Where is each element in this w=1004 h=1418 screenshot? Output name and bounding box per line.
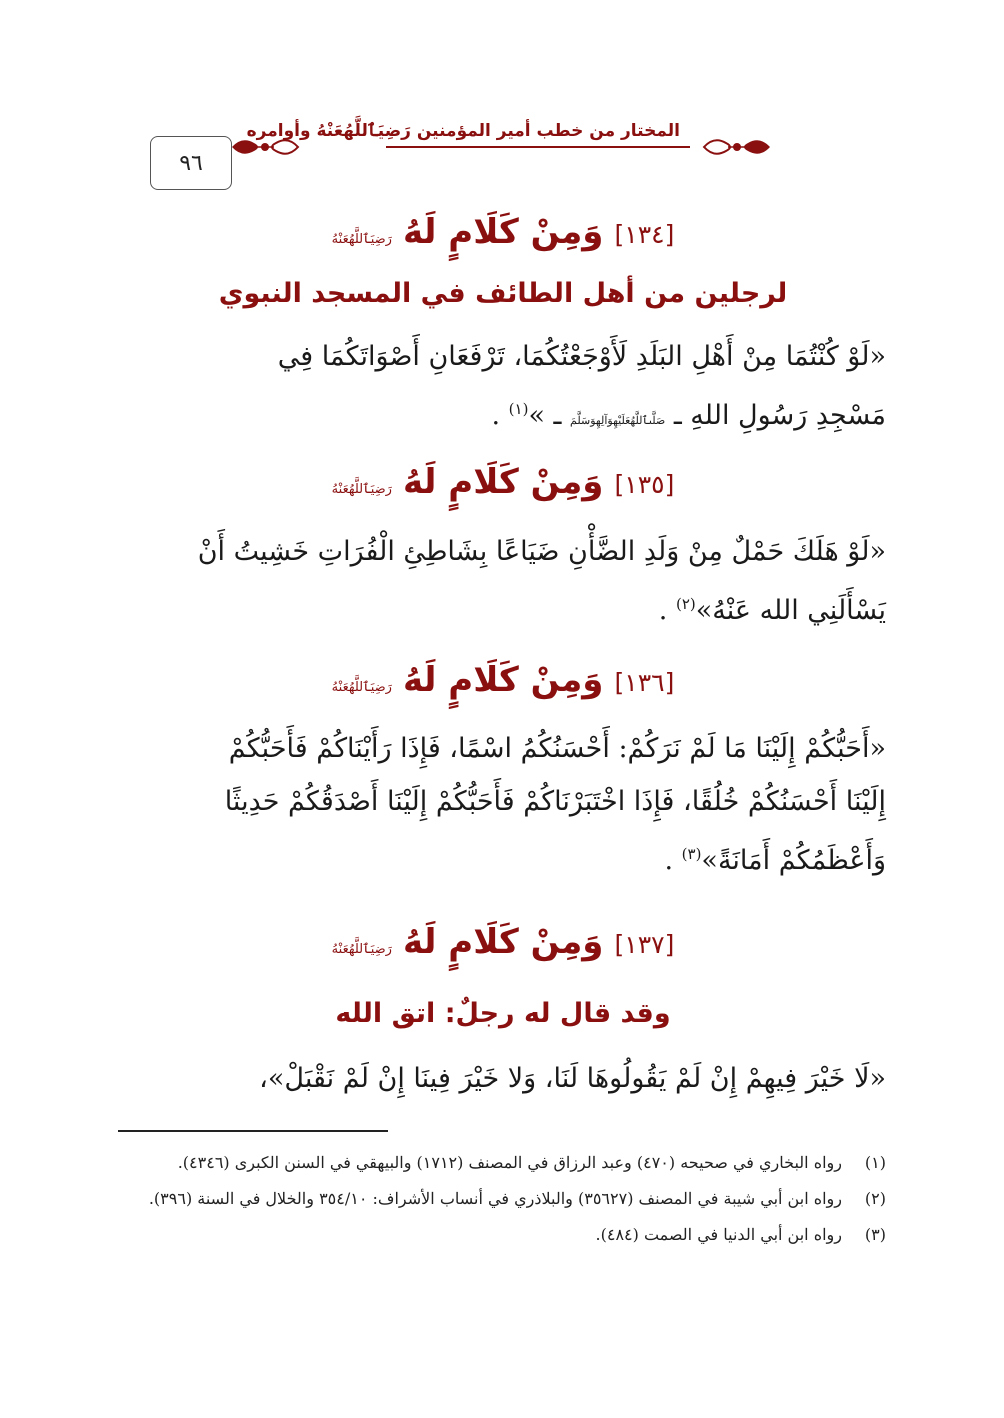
footnote-text: رواه ابن أبي الدنيا في الصمت (٤٨٤). [595, 1225, 842, 1244]
footnote-number: (٣) [864, 1225, 886, 1244]
section-heading [118, 660, 888, 700]
section-number: [١٣٧] [614, 930, 675, 959]
section-heading [118, 212, 888, 252]
footnote-item [116, 1184, 886, 1214]
floral-ornament-icon [702, 132, 772, 162]
salutation: صَلَّىٱللَّهُعَلَيْهِوَآلِهِوَسَلَّمَ [570, 414, 666, 427]
quote-line: «لَوْ كُنْتُمَا مِنْ أَهْلِ البَلَدِ لَأَوْجَعْتُكُمَا، تَرْفَعَانِ أَصْوَاتَكُمَا فِي [277, 341, 886, 372]
full-stop: . [664, 845, 674, 876]
quote-paragraph [116, 330, 886, 447]
section-subtitle: وقد قال له رجلٌ: اتق الله [335, 998, 671, 1029]
full-stop: . [658, 595, 668, 626]
quote-line [116, 383, 886, 447]
quote-text: وَأَعْظَمُكُمْ أَمَانَةً» [701, 845, 886, 876]
footnote-item [116, 1220, 886, 1250]
footnote-separator [118, 1130, 388, 1132]
honorific: رَضِيَٱللَّهُعَنْهُ [331, 680, 392, 695]
section-number: [١٣٥] [614, 470, 675, 499]
honorific: رَضِيَٱللَّهُعَنْهُ [331, 482, 392, 497]
honorific: رَضِيَٱللَّهُعَنْهُ [331, 232, 392, 247]
quote-line [116, 828, 886, 887]
footnote-number: (٢) [864, 1189, 886, 1208]
section-number: [١٣٤] [614, 220, 675, 249]
honorific: رَضِيَٱللَّهُعَنْهُ [331, 942, 392, 957]
footnote-ref[interactable]: (٢) [675, 595, 696, 613]
floral-ornament-icon [230, 132, 300, 162]
quote-line: «لَوْ هَلَكَ حَمْلٌ مِنْ وَلَدِ الضَّأْنِ ضَيَاعًا بِشَاطِئِ الْفُرَاتِ خَشِيتُ أَنْ [197, 536, 886, 567]
full-stop: . [491, 400, 501, 431]
section-number: [١٣٦] [614, 668, 675, 697]
footnote-text: رواه البخاري في صحيحه (٤٧٠) وعبد الرزاق في المصنف (١٧١٢) والبيهقي في السنن الكبرى (٤٣٤٦). [177, 1153, 842, 1172]
quote-text: مَسْجِدِ رَسُولِ اللهِ ـ [673, 400, 886, 431]
running-title: المختار من خطب أمير المؤمنين رَضِيَٱللَّهُعَنْهُ وأوامره [246, 121, 680, 141]
footnote-item [116, 1148, 886, 1178]
footnote-ref[interactable]: (٣) [681, 845, 702, 863]
section-heading [118, 462, 888, 502]
section-title: وَمِنْ كَلَامٍ لَهُ [403, 462, 604, 502]
footnotes [116, 1148, 886, 1256]
section-heading [118, 922, 888, 962]
footnote-text: رواه ابن أبي شيبة في المصنف (٣٥٦٢٧) والبلاذري في أنساب الأشراف: ٣٥٤/١٠ والخلال في السنة (٣٩٦). [148, 1189, 842, 1208]
header-rule [386, 146, 690, 148]
page-number: ٩٦ [150, 136, 232, 190]
quote-paragraph [116, 722, 886, 887]
quote-paragraph [116, 525, 886, 637]
section-title: وَمِنْ كَلَامٍ لَهُ [403, 212, 604, 252]
quote-paragraph [116, 1052, 886, 1105]
section-subtitle: لرجلين من أهل الطائف في المسجد النبوي [218, 278, 788, 309]
quote-line: «أَحَبُّكُمْ إِلَيْنَا مَا لَمْ نَرَكُمْ: أَحْسَنُكُمُ اسْمًا، فَإِذَا رَأَيْنَاكُمْ فَأَحَبُّكُمْ [228, 733, 886, 764]
section-title: وَمِنْ كَلَامٍ لَهُ [403, 660, 604, 700]
quote-line: إِلَيْنَا أَحْسَنُكُمْ خُلُقًا، فَإِذَا اخْتَبَرْنَاكُمْ فَأَحَبُّكُمْ إِلَيْنَا أَصْدَقُكُمْ حَدِيثًا [224, 786, 886, 817]
section-title: وَمِنْ كَلَامٍ لَهُ [403, 922, 604, 962]
quote-line [116, 578, 886, 637]
quote-text: ـ » [528, 400, 562, 431]
quote-text: يَسْأَلَنِي الله عَنْهُ» [695, 595, 886, 626]
footnote-number: (١) [864, 1153, 886, 1172]
quote-line: «لَا خَيْرَ فِيهِمْ إِنْ لَمْ يَقُولُوهَا لَنَا، وَلا خَيْرَ فِينَا إِنْ لَمْ نَقْبَلْ»، [259, 1063, 886, 1094]
page-header [150, 110, 880, 190]
footnote-ref[interactable]: (١) [508, 400, 529, 418]
